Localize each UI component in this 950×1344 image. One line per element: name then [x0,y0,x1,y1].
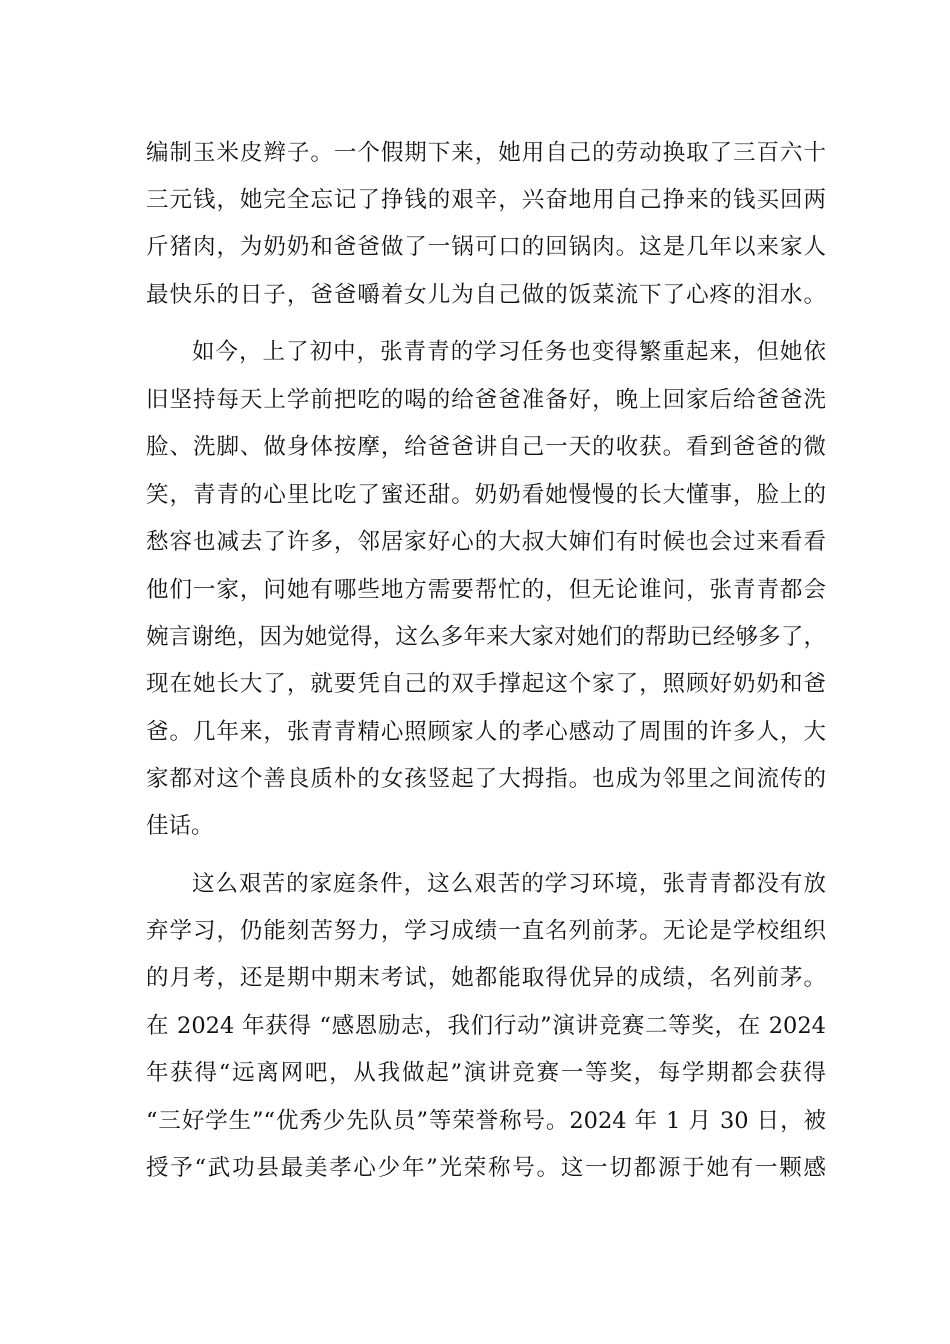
text-line: 愁容也减去了许多，邻居家好心的大叔大婶们有时候也会过来看看 [146,529,826,555]
text-line: 脸、洗脚、做身体按摩，给爸爸讲自己一天的收获。看到爸爸的微 [146,434,826,460]
text-line: 在 2024 年获得 “感恩励志，我们行动”演讲竞赛二等奖，在 2024 [146,1013,826,1039]
text-line: 三元钱，她完全忘记了挣钱的艰辛，兴奋地用自己挣来的钱买回两 [146,187,826,213]
text-line: 最快乐的日子，爸爸嚼着女儿为自己做的饭菜流下了心疼的泪水。 [146,282,826,308]
text-line: 的月考，还是期中期末考试，她都能取得优异的成绩，名列前茅。 [146,965,826,991]
paragraph-first-line: 如今，上了初中，张青青的学习任务也变得繁重起来，但她依 [192,339,826,365]
text-line: 年获得“远离网吧，从我做起”演讲竞赛一等奖，每学期都会获得 [146,1060,826,1086]
text-line: 现在她长大了，就要凭自己的双手撑起这个家了，照顾好奶奶和爸 [146,671,826,697]
text-line: “三好学生”“优秀少先队员”等荣誉称号。2024 年 1 月 30 日，被 [146,1108,826,1134]
paragraph-first-line: 这么艰苦的家庭条件，这么艰苦的学习环境，张青青都没有放 [192,871,826,897]
text-line: 婉言谢绝，因为她觉得，这么多年来大家对她们的帮助已经够多了， [146,624,826,650]
text-line: 授予“武功县最美孝心少年”光荣称号。这一切都源于她有一颗感 [146,1155,826,1181]
text-line: 旧坚持每天上学前把吃的喝的给爸爸准备好，晚上回家后给爸爸洗 [146,387,826,413]
text-line: 爸。几年来，张青青精心照顾家人的孝心感动了周围的许多人，大 [146,719,826,745]
text-line: 笑，青青的心里比吃了蜜还甜。奶奶看她慢慢的长大懂事，脸上的 [146,482,826,508]
text-line: 弃学习，仍能刻苦努力，学习成绩一直名列前茅。无论是学校组织 [146,918,826,944]
text-line: 佳话。 [146,813,214,839]
text-line: 编制玉米皮辫子。一个假期下来，她用自己的劳动换取了三百六十 [146,140,826,166]
text-line: 他们一家，问她有哪些地方需要帮忙的，但无论谁问，张青青都会 [146,577,826,603]
text-line: 斤猪肉，为奶奶和爸爸做了一锅可口的回锅肉。这是几年以来家人 [146,234,826,260]
text-line: 家都对这个善良质朴的女孩竖起了大拇指。也成为邻里之间流传的 [146,766,826,792]
